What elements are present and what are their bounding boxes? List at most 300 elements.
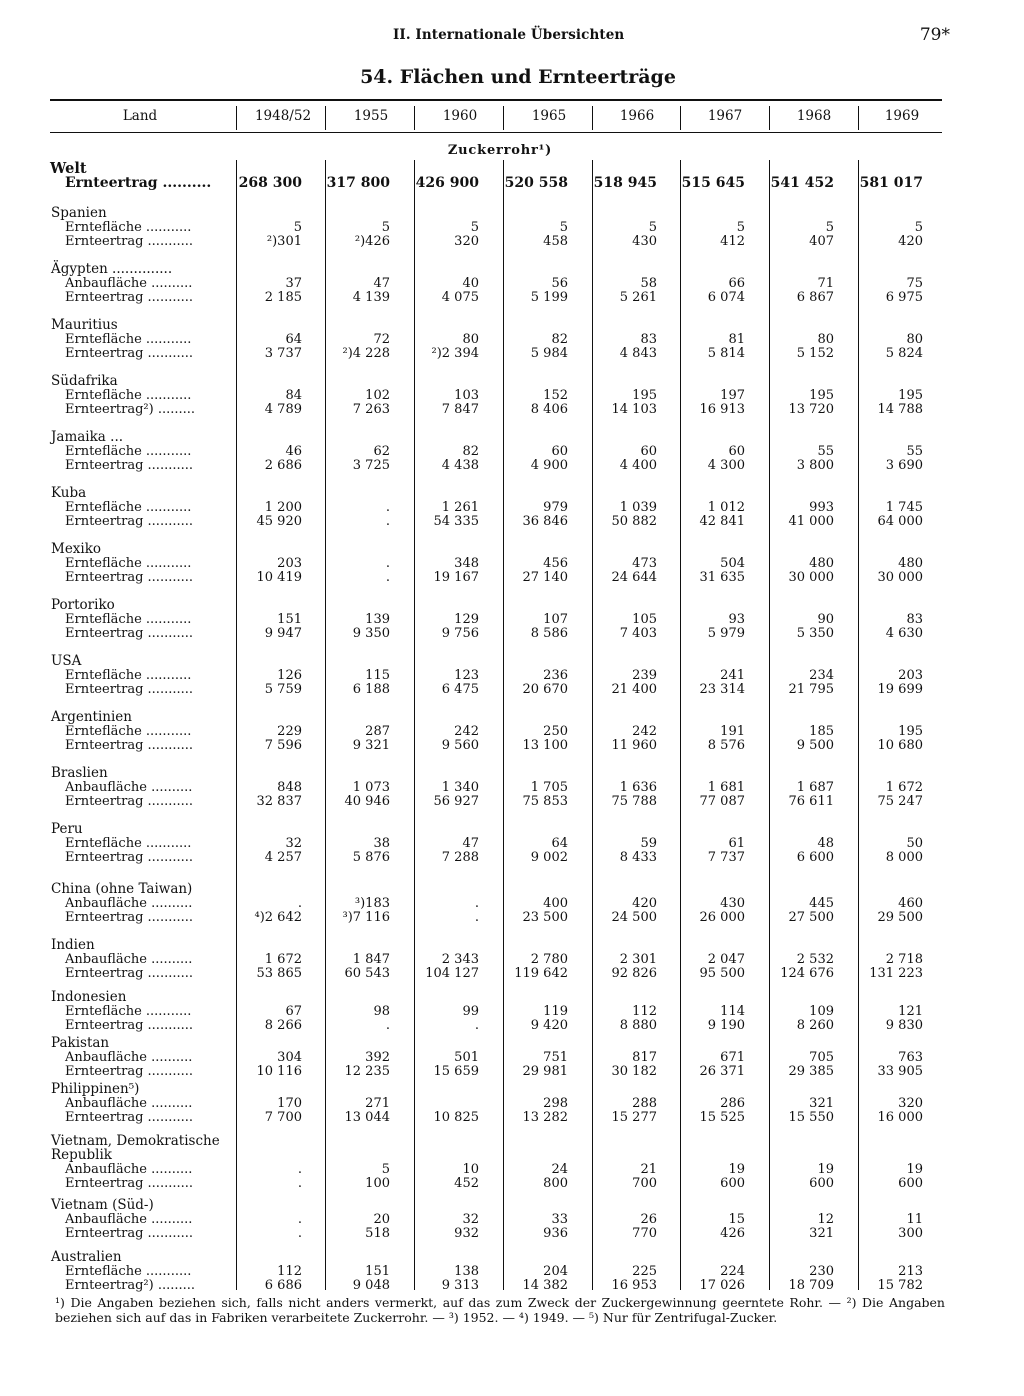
table-cell: 75 788	[611, 794, 657, 809]
table-cell: 7 847	[441, 402, 479, 417]
metric-label: Ernteertrag ...........	[65, 1176, 194, 1191]
table-cell: 2 047	[707, 952, 745, 967]
table-cell: 242	[632, 724, 657, 739]
table-cell: 121	[898, 1004, 923, 1019]
table-cell: 1 340	[441, 780, 479, 795]
table-cell: 4 300	[707, 458, 745, 473]
table-cell: 9 190	[707, 1018, 745, 1033]
table-cell: 6 975	[885, 290, 923, 305]
table-cell: 15 525	[699, 1110, 745, 1125]
table-cell: 12	[817, 1212, 834, 1227]
table-cell: 426 900	[415, 175, 479, 191]
table-cell: 10 680	[877, 738, 923, 753]
table-cell: 66	[728, 276, 745, 291]
metric-label: Erntefläche ...........	[65, 500, 192, 515]
metric-label: Ernteertrag ...........	[65, 514, 194, 529]
header-year: 1965	[531, 108, 567, 124]
table-cell: 19 699	[877, 682, 923, 697]
table-cell: 95 500	[699, 966, 745, 981]
table-cell: 16 913	[699, 402, 745, 417]
table-cell: 298	[543, 1096, 568, 1111]
table-cell: 268 300	[238, 175, 302, 191]
metric-label: Ernteertrag ...........	[65, 738, 194, 753]
table-cell: 5	[293, 220, 302, 235]
table-cell: 2 780	[530, 952, 568, 967]
table-cell: .	[474, 910, 479, 925]
table-cell: 37	[285, 276, 302, 291]
header-year: 1966	[619, 108, 655, 124]
table-cell: .	[385, 1018, 390, 1033]
table-cell: 103	[454, 388, 479, 403]
table-cell: 24 500	[611, 910, 657, 925]
metric-label: Ernteertrag ..........	[65, 175, 212, 191]
table-cell: 93	[728, 612, 745, 627]
table-cell: 5	[736, 220, 745, 235]
table-cell: 75 247	[877, 794, 923, 809]
table-cell: 817	[632, 1050, 657, 1065]
country-name: Indien	[51, 937, 95, 953]
table-cell: 92 826	[611, 966, 657, 981]
metric-label: Ernteertrag²) .........	[65, 402, 196, 417]
table-cell: 76 611	[788, 794, 834, 809]
metric-label: Erntefläche ...........	[65, 668, 192, 683]
table-header	[50, 104, 942, 130]
table-cell: 75 853	[522, 794, 568, 809]
table-cell: 213	[898, 1264, 923, 1279]
table-cell: 7 737	[707, 850, 745, 865]
table-cell: 3 725	[352, 458, 390, 473]
table-cell: 407	[809, 234, 834, 249]
table-cell: ²)2 394	[431, 346, 479, 361]
table-cell: .	[474, 1018, 479, 1033]
header-bottom-rule	[50, 132, 942, 133]
table-cell: 5 152	[796, 346, 834, 361]
table-cell: 104 127	[425, 966, 479, 981]
country-name: Kuba	[51, 485, 87, 501]
table-cell: 5	[381, 220, 390, 235]
table-cell: 751	[543, 1050, 568, 1065]
table-cell: 541 452	[770, 175, 834, 191]
table-cell: 452	[454, 1176, 479, 1191]
table-cell: 480	[809, 556, 834, 571]
table-cell: 195	[632, 388, 657, 403]
table-cell: 9 002	[530, 850, 568, 865]
table-cell: 64 000	[877, 514, 923, 529]
table-cell: 5 199	[530, 290, 568, 305]
table-cell: 236	[543, 668, 568, 683]
table-cell: 60	[640, 444, 657, 459]
table-cell: 204	[543, 1264, 568, 1279]
table-cell: 5	[825, 220, 834, 235]
table-cell: 19	[817, 1162, 834, 1177]
table-cell: 124 676	[780, 966, 834, 981]
table-cell: 29 385	[788, 1064, 834, 1079]
table-cell: 64	[285, 332, 302, 347]
table-cell: 518	[365, 1226, 390, 1241]
table-cell: ²)301	[266, 234, 302, 249]
table-cell: 321	[809, 1226, 834, 1241]
table-cell: 59	[640, 836, 657, 851]
table-cell: 17 026	[699, 1278, 745, 1293]
metric-label: Ernteertrag ...........	[65, 1064, 194, 1079]
table-cell: 700	[632, 1176, 657, 1191]
table-cell: 1 039	[619, 500, 657, 515]
table-cell: 191	[720, 724, 745, 739]
table-cell: 11	[906, 1212, 923, 1227]
table-cell: 430	[632, 234, 657, 249]
table-cell: 1 705	[530, 780, 568, 795]
table-cell: 317 800	[326, 175, 390, 191]
table-cell: 30 000	[788, 570, 834, 585]
table-cell: 600	[898, 1176, 923, 1191]
table-cell: 36 846	[522, 514, 568, 529]
table-cell: 770	[632, 1226, 657, 1241]
table-cell: 224	[720, 1264, 745, 1279]
table-cell: 9 321	[352, 738, 390, 753]
country-name: Südafrika	[51, 373, 118, 389]
table-cell: 100	[365, 1176, 390, 1191]
table-cell: 80	[906, 332, 923, 347]
metric-label: Erntefläche ...........	[65, 444, 192, 459]
table-cell: 99	[462, 1004, 479, 1019]
table-cell: 47	[462, 836, 479, 851]
table-cell: 5 824	[885, 346, 923, 361]
table-cell: 4 075	[441, 290, 479, 305]
table-cell: 4 438	[441, 458, 479, 473]
table-cell: 445	[809, 896, 834, 911]
table-cell: .	[385, 570, 390, 585]
table-cell: 129	[454, 612, 479, 627]
table-cell: 53 865	[256, 966, 302, 981]
table-cell: 8 266	[264, 1018, 302, 1033]
table-cell: 20	[373, 1212, 390, 1227]
table-cell: 9 560	[441, 738, 479, 753]
table-cell: 67	[285, 1004, 302, 1019]
country-name: Philippinen⁵)	[51, 1081, 140, 1097]
country-name: Jamaika ...	[51, 429, 124, 445]
table-cell: 242	[454, 724, 479, 739]
table-cell: 29 500	[877, 910, 923, 925]
metric-label: Ernteertrag ...........	[65, 346, 194, 361]
table-cell: 480	[898, 556, 923, 571]
table-cell: 24	[551, 1162, 568, 1177]
header-separator	[236, 106, 237, 130]
table-cell: 15 659	[433, 1064, 479, 1079]
table-cell: 77 087	[699, 794, 745, 809]
table-cell: 126	[277, 668, 302, 683]
table-cell: 320	[454, 234, 479, 249]
table-cell: 9 420	[530, 1018, 568, 1033]
table-cell: 8 576	[707, 738, 745, 753]
table-cell: 993	[809, 500, 834, 515]
table-cell: 392	[365, 1050, 390, 1065]
table-cell: 600	[809, 1176, 834, 1191]
metric-label: Ernteertrag ...........	[65, 1110, 194, 1125]
country-name: Peru	[51, 821, 83, 837]
table-cell: 9 313	[441, 1278, 479, 1293]
country-name: Mexiko	[51, 541, 102, 557]
country-name: Mauritius	[51, 317, 118, 333]
table-cell: 520 558	[504, 175, 568, 191]
metric-label: Erntefläche ...........	[65, 724, 192, 739]
table-cell: 19	[728, 1162, 745, 1177]
table-cell: 10 825	[433, 1110, 479, 1125]
table-cell: 5	[470, 220, 479, 235]
table-cell: 50	[906, 836, 923, 851]
table-cell: .	[297, 1212, 302, 1227]
table-cell: 6 475	[441, 682, 479, 697]
header-year: 1969	[884, 108, 920, 124]
table-cell: 13 720	[788, 402, 834, 417]
table-cell: 12 235	[344, 1064, 390, 1079]
metric-label: Ernteertrag ...........	[65, 794, 194, 809]
header-year: 1955	[353, 108, 389, 124]
table-cell: 19 167	[433, 570, 479, 585]
table-cell: .	[385, 556, 390, 571]
table-cell: 151	[277, 612, 302, 627]
table-cell: 62	[373, 444, 390, 459]
table-cell: 320	[898, 1096, 923, 1111]
table-cell: 8 586	[530, 626, 568, 641]
table-cell: 2 532	[796, 952, 834, 967]
table-cell: 48	[817, 836, 834, 851]
table-cell: 420	[632, 896, 657, 911]
table-cell: 8 433	[619, 850, 657, 865]
table-cell: 5 876	[352, 850, 390, 865]
table-cell: 18 709	[788, 1278, 834, 1293]
header-year: 1948/52	[254, 108, 312, 124]
footnotes	[55, 1295, 945, 1325]
table-cell: 1 672	[264, 952, 302, 967]
table-cell: 30 182	[611, 1064, 657, 1079]
table-cell: 56	[551, 276, 568, 291]
table-cell: 24 644	[611, 570, 657, 585]
table-cell: 4 400	[619, 458, 657, 473]
table-cell: 2 301	[619, 952, 657, 967]
table-cell: 304	[277, 1050, 302, 1065]
metric-label: Erntefläche ...........	[65, 556, 192, 571]
table-cell: 138	[454, 1264, 479, 1279]
table-cell: 114	[720, 1004, 745, 1019]
table-cell: 56 927	[433, 794, 479, 809]
table-cell: 5 814	[707, 346, 745, 361]
table-cell: 8 880	[619, 1018, 657, 1033]
table-cell: 1 687	[796, 780, 834, 795]
table-cell: 241	[720, 668, 745, 683]
table-cell: 50 882	[611, 514, 657, 529]
table-cell: 230	[809, 1264, 834, 1279]
table-cell: 3 737	[264, 346, 302, 361]
table-cell: 1 672	[885, 780, 923, 795]
table-cell: 5 984	[530, 346, 568, 361]
table-cell: 203	[277, 556, 302, 571]
table-cell: 2 185	[264, 290, 302, 305]
table-cell: 3 800	[796, 458, 834, 473]
table-cell: 5 350	[796, 626, 834, 641]
metric-label: Anbaufläche ..........	[65, 1050, 193, 1065]
table-cell: 185	[809, 724, 834, 739]
country-name: Argentinien	[51, 709, 132, 725]
table-cell: ²)426	[354, 234, 390, 249]
metric-label: Ernteertrag ...........	[65, 850, 194, 865]
table-cell: 473	[632, 556, 657, 571]
table-cell: 800	[543, 1176, 568, 1191]
table-cell: 203	[898, 668, 923, 683]
table-cell: 4 139	[352, 290, 390, 305]
table-cell: 60	[728, 444, 745, 459]
table-cell: 107	[543, 612, 568, 627]
country-name: Vietnam, Demokratische	[51, 1133, 220, 1149]
table-cell: 55	[906, 444, 923, 459]
table-cell: 1 012	[707, 500, 745, 515]
table-cell: 2 686	[264, 458, 302, 473]
table-cell: 271	[365, 1096, 390, 1111]
table-cell: 40	[462, 276, 479, 291]
table-cell: 6 867	[796, 290, 834, 305]
footnote-text: ¹) Die Angaben beziehen sich, falls nicht anders vermerkt, auf das zum Zweck der Zuckergewinnung geerntete Rohr. — ²) Die Angaben beziehen sich auf das in Fabriken verarbeitete Zuckerrohr. — ³) 1952. — ⁴) 1949. — ⁵) Nur für Zentrifugal-Zucker.	[55, 1295, 945, 1325]
table-cell: 1 073	[352, 780, 390, 795]
table-cell: 21	[640, 1162, 657, 1177]
table-cell: 286	[720, 1096, 745, 1111]
table-cell: 287	[365, 724, 390, 739]
country-name-continued: Republik	[51, 1147, 112, 1163]
table-cell: 27 140	[522, 570, 568, 585]
table-cell: .	[297, 896, 302, 911]
table-cell: 501	[454, 1050, 479, 1065]
header-separator	[592, 106, 593, 130]
metric-label: Ernteertrag ...........	[65, 1018, 194, 1033]
section-label: Zuckerrohr¹)	[447, 143, 553, 158]
table-cell: 170	[277, 1096, 302, 1111]
table-cell: 54 335	[433, 514, 479, 529]
table-cell: 13 100	[522, 738, 568, 753]
table-cell: 225	[632, 1264, 657, 1279]
table-cell: 10	[462, 1162, 479, 1177]
metric-label: Erntefläche ...........	[65, 836, 192, 851]
table-cell: 46	[285, 444, 302, 459]
table-cell: 6 686	[264, 1278, 302, 1293]
table-cell: 119	[543, 1004, 568, 1019]
table-cell: 932	[454, 1226, 479, 1241]
country-name: Indonesien	[51, 989, 127, 1005]
metric-label: Ernteertrag ...........	[65, 626, 194, 641]
table-cell: 23 500	[522, 910, 568, 925]
table-cell: 13 044	[344, 1110, 390, 1125]
table-cell: 42 841	[699, 514, 745, 529]
table-cell: 139	[365, 612, 390, 627]
table-cell: 14 788	[877, 402, 923, 417]
table-cell: 58	[640, 276, 657, 291]
table-cell: 119 642	[514, 966, 568, 981]
table-cell: 6 600	[796, 850, 834, 865]
country-name: Pakistan	[51, 1035, 110, 1051]
table-cell: 23 314	[699, 682, 745, 697]
table-cell: 581 017	[859, 175, 923, 191]
table-top-rule	[50, 99, 942, 101]
table-cell: 102	[365, 388, 390, 403]
table-cell: .	[297, 1176, 302, 1191]
table-cell: 7 596	[264, 738, 302, 753]
table-cell: 5	[381, 1162, 390, 1177]
table-cell: 4 257	[264, 850, 302, 865]
table-cell: 5	[914, 220, 923, 235]
table-cell: 5	[648, 220, 657, 235]
metric-label: Ernteertrag ...........	[65, 910, 194, 925]
table-cell: 13 282	[522, 1110, 568, 1125]
metric-label: Anbaufläche ..........	[65, 276, 193, 291]
table-cell: 456	[543, 556, 568, 571]
table-cell: 2 343	[441, 952, 479, 967]
table-cell: 1 261	[441, 500, 479, 515]
header-separator	[769, 106, 770, 130]
table-cell: 90	[817, 612, 834, 627]
table-cell: 8 260	[796, 1018, 834, 1033]
table-cell: 1 636	[619, 780, 657, 795]
table-cell: 5 759	[264, 682, 302, 697]
table-cell: 321	[809, 1096, 834, 1111]
table-cell: 80	[462, 332, 479, 347]
table-cell: 151	[365, 1264, 390, 1279]
metric-label: Erntefläche ...........	[65, 1004, 192, 1019]
table-cell: 84	[285, 388, 302, 403]
table-cell: 195	[809, 388, 834, 403]
table-cell: 47	[373, 276, 390, 291]
metric-label: Erntefläche ...........	[65, 220, 192, 235]
country-name: Ägypten ..............	[51, 261, 173, 277]
table-cell: 6 074	[707, 290, 745, 305]
table-cell: 600	[720, 1176, 745, 1191]
table-cell: 75	[906, 276, 923, 291]
table-cell: 71	[817, 276, 834, 291]
table-cell: 9 756	[441, 626, 479, 641]
metric-label: Anbaufläche ..........	[65, 1096, 193, 1111]
table-cell: 32 837	[256, 794, 302, 809]
table-cell: 504	[720, 556, 745, 571]
table-cell: 7 263	[352, 402, 390, 417]
country-name: Vietnam (Süd-)	[51, 1197, 154, 1213]
header-separator	[680, 106, 681, 130]
table-cell: 515 645	[681, 175, 745, 191]
table-cell: .	[297, 1162, 302, 1177]
table-cell: 705	[809, 1050, 834, 1065]
table-cell: 26 371	[699, 1064, 745, 1079]
table-cell: 6 188	[352, 682, 390, 697]
table-cell: 9 830	[885, 1018, 923, 1033]
table-cell: 21 400	[611, 682, 657, 697]
metric-label: Ernteertrag²) .........	[65, 1278, 196, 1293]
table-title: 54. Flächen und Ernteerträge	[360, 66, 676, 88]
table-cell: 32	[462, 1212, 479, 1227]
country-name: Portoriko	[51, 597, 115, 613]
table-cell: 250	[543, 724, 568, 739]
table-cell: 1 681	[707, 780, 745, 795]
table-cell: 30 000	[877, 570, 923, 585]
table-cell: 9 350	[352, 626, 390, 641]
table-cell: 131 223	[869, 966, 923, 981]
table-cell: 1 847	[352, 952, 390, 967]
table-cell: 61	[728, 836, 745, 851]
table-cell: 412	[720, 234, 745, 249]
table-cell: 195	[898, 388, 923, 403]
table-cell: 239	[632, 668, 657, 683]
page-number: 79*	[919, 25, 950, 45]
table-cell: 9 048	[352, 1278, 390, 1293]
table-cell: 426	[720, 1226, 745, 1241]
table-cell: 4 843	[619, 346, 657, 361]
metric-label: Anbaufläche ..........	[65, 780, 193, 795]
table-cell: .	[385, 500, 390, 515]
metric-label: Erntefläche ...........	[65, 1264, 192, 1279]
